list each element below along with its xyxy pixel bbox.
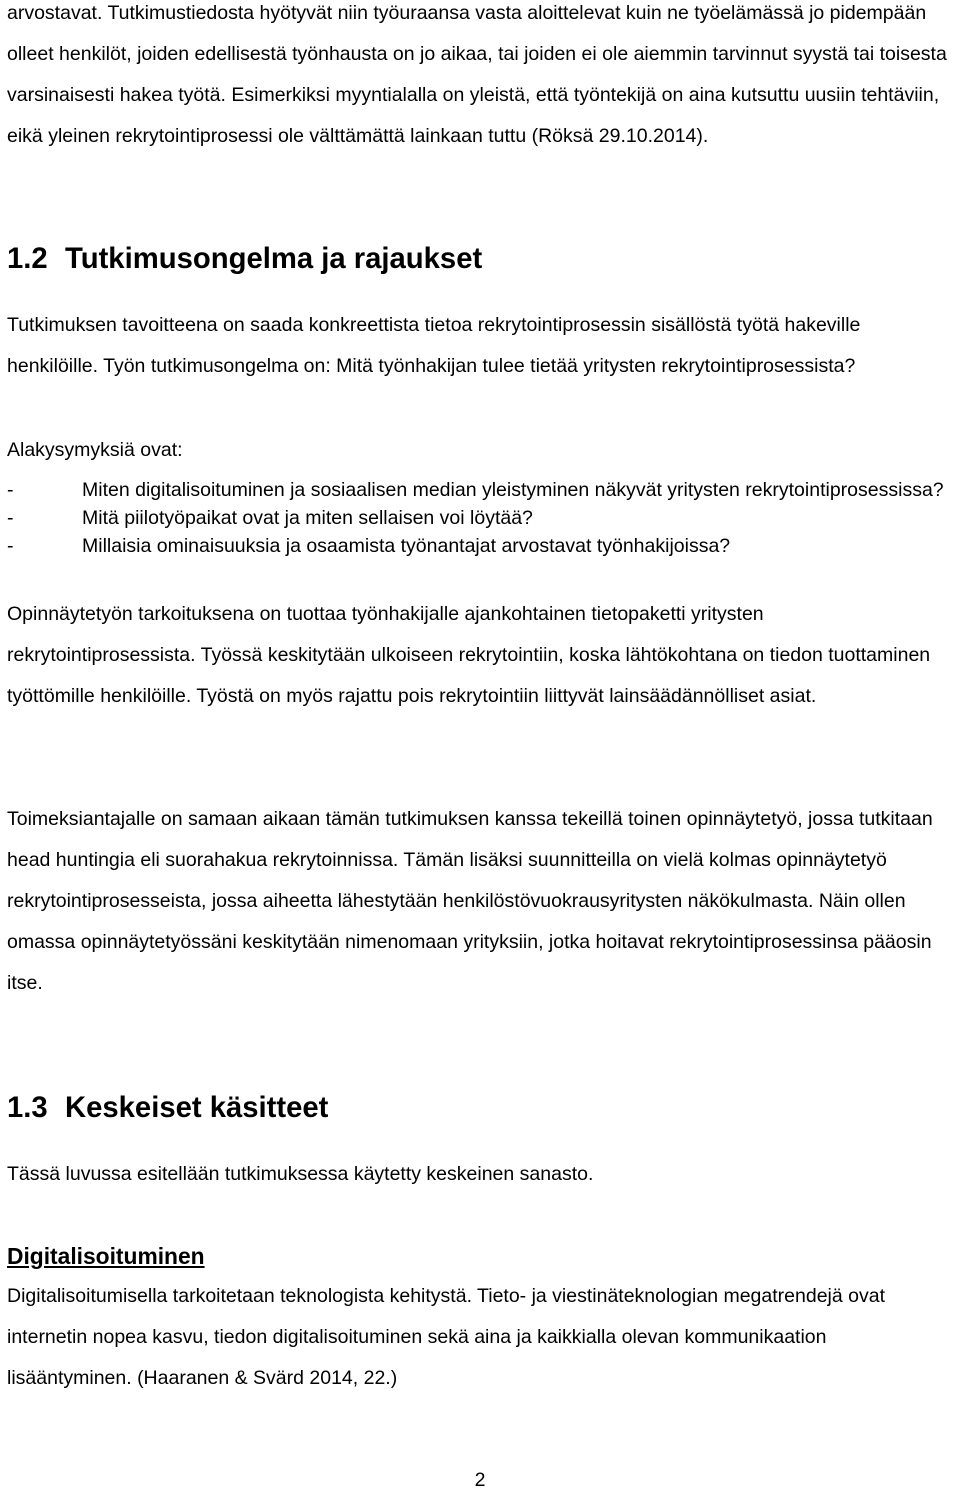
- list-item: - Miten digitalisoituminen ja sosiaalisen median yleistyminen näkyvät yritysten rekrytointiprosessissa?: [7, 479, 944, 501]
- list-item: - Millaisia ominaisuuksia ja osaamista työnantajat arvostavat työnhakijoissa?: [7, 535, 731, 557]
- digitalization-paragraph: Digitalisoitumisella tarkoitetaan teknologista kehitystä. Tieto- ja viestinäteknologian megatrendejä ovat internetin nopea kasvu, tiedon digitalisoituminen sekä aina ja kaikkialla olevan kommunikaation lisääntyminen. (Haaranen & Svärd 2014, 22.): [7, 1285, 885, 1389]
- concepts-intro: Tässä luvussa esitellään tutkimuksessa käytetty keskeinen sanasto.: [7, 1163, 594, 1185]
- section-heading-1-2: [7, 243, 483, 275]
- purpose-paragraph: Opinnäytetyön tarkoituksena on tuottaa työnhakijalle ajankohtainen tietopaketti yritysten rekrytointiprosessista. Työssä keskitytään ulkoiseen rekrytointiin, koska lähtökohtana on tiedon tuottaminen työttömille henkilöille. Työstä on myös rajattu pois rekrytointiin liittyvät lainsäädännölliset asiat.: [7, 603, 931, 707]
- section-number: 1.3: [7, 1092, 48, 1124]
- section-number: 1.2: [7, 243, 48, 275]
- term-heading-digitalization: Digitalisoituminen: [7, 1243, 205, 1269]
- section-heading-1-3: [7, 1092, 329, 1124]
- commissioner-paragraph: Toimeksiantajalle on samaan aikaan tämän tutkimuksen kanssa tekeillä toinen opinnäytetyö, jossa tutkitaan head huntingia eli suorahakua rekrytoinnissa. Tämän lisäksi suunnitteilla on vielä kolmas opinnäytetyö rekrytointiprosesseista, jossa aiheetta lähestytään henkilöstövuokrausyritysten näkökulmasta. Näin ollen omassa opinnäytetyössäni keskitytään nimenomaan yrityksiin, jotka hoitavat rekrytointiprosessinsa pääosin itse.: [7, 808, 933, 994]
- section-title: Tutkimusongelma ja rajaukset: [65, 243, 483, 275]
- goal-paragraph: Tutkimuksen tavoitteena on saada konkreettista tietoa rekrytointiprosessin sisällöstä työtä hakeville henkilöille. Työn tutkimusongelma on: Mitä työnhakijan tulee tietää yritysten rekrytointiprosessista?: [7, 314, 861, 377]
- list-item: - Mitä piilotyöpaikat ovat ja miten sellaisen voi löytää?: [7, 507, 533, 529]
- subquestions-list: [7, 478, 953, 562]
- page-number: 2: [474, 1469, 486, 1491]
- subquestions-intro: Alakysymyksiä ovat:: [7, 439, 183, 461]
- intro-paragraph: arvostavat. Tutkimustiedosta hyötyvät niin työuraansa vasta aloittelevat kuin ne työelämässä jo pidempään olleet henkilöt, joiden edellisestä työnhausta on jo aikaa, tai joiden ei ole aiemmin tarvinnut syystä tai toisesta varsinaisesti hakea työtä. Esimerkiksi myyntialalla on yleistä, että työntekijä on aina kutsuttu uusiin tehtäviin, eikä yleinen rekrytointiprosessi ole välttämättä lainkaan tuttu (Röksä 29.10.2014).: [7, 2, 947, 147]
- section-title: Keskeiset käsitteet: [65, 1092, 329, 1124]
